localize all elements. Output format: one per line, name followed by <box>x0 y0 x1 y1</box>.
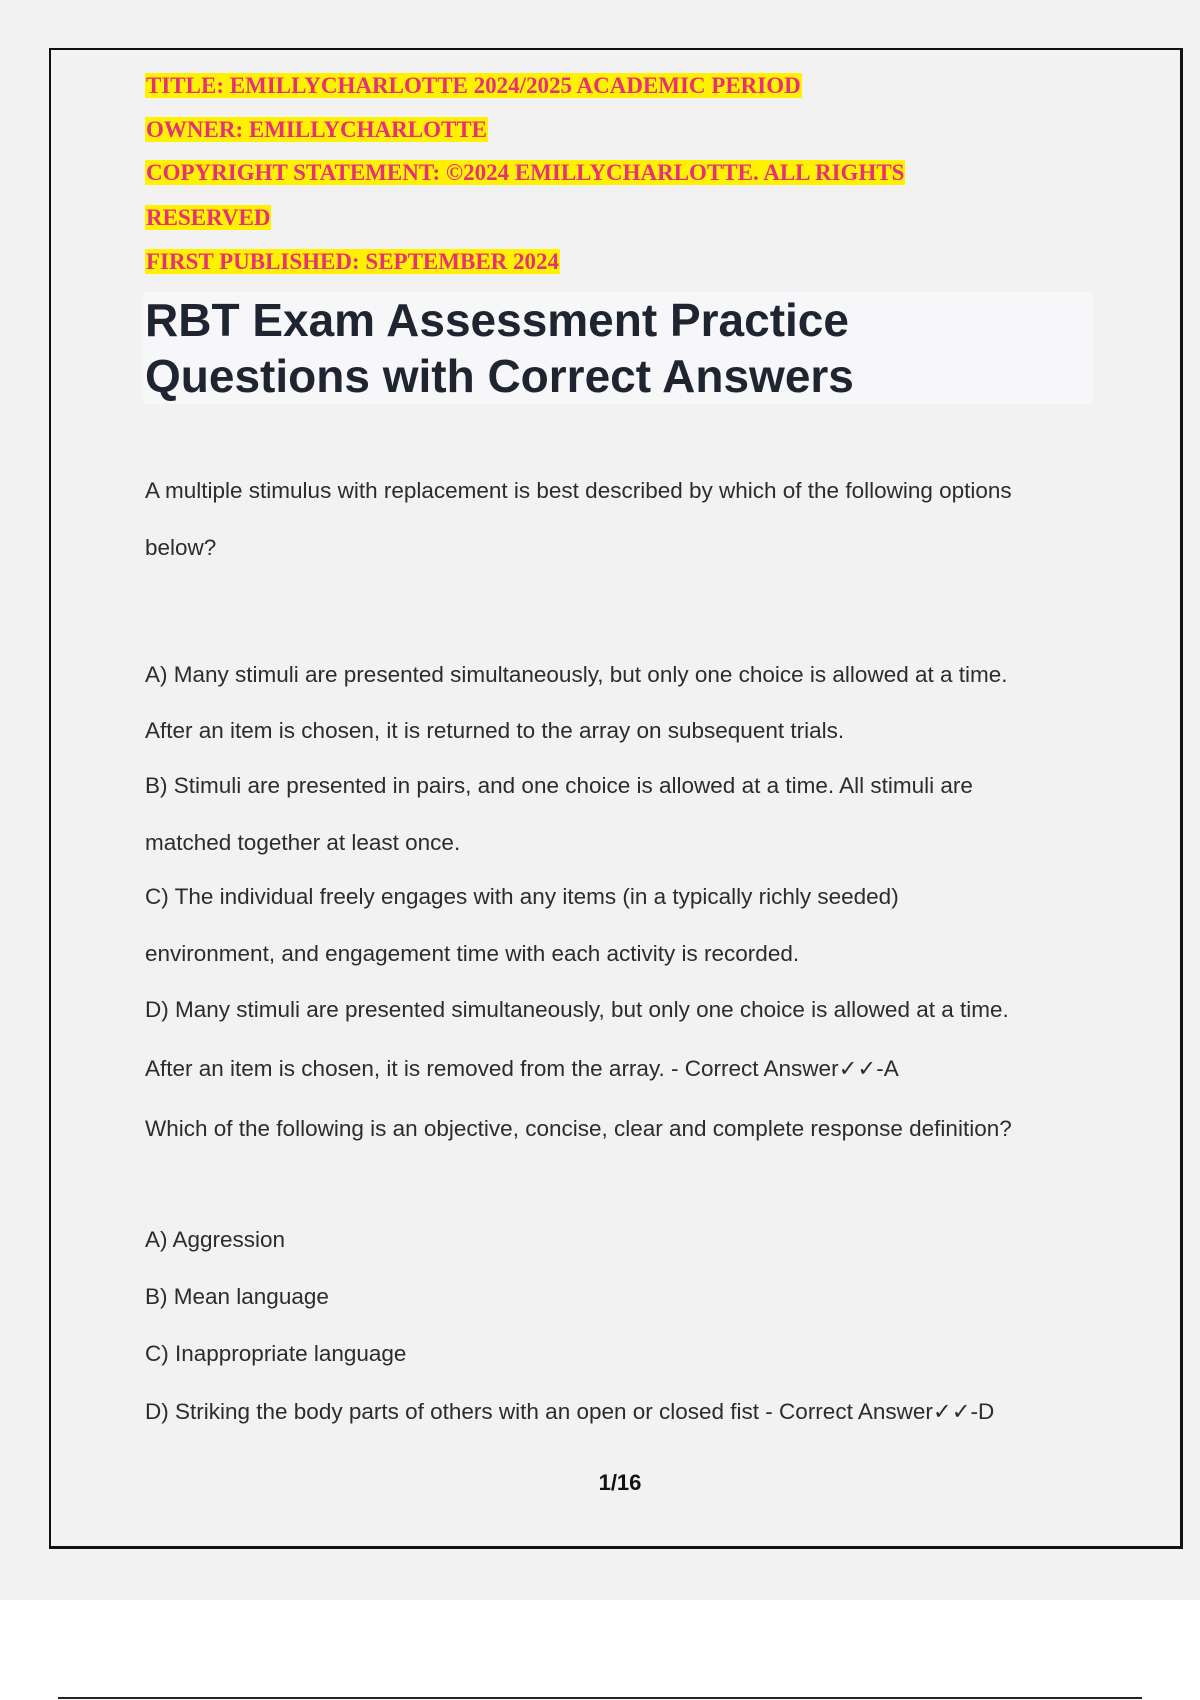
q1-option-b-line-1: B) Stimuli are presented in pairs, and one choice is allowed at a time. All stimuli are <box>145 773 973 798</box>
q1-option-d-line-1: D) Many stimuli are presented simultaneously, but only one choice is allowed at a time. <box>145 997 1009 1022</box>
q1-option-d-line-2: After an item is chosen, it is removed from the array. - Correct Answer✓✓-A <box>145 1056 899 1081</box>
q2-option-d: D) Striking the body parts of others with an open or closed fist - Correct Answer✓✓-D <box>145 1399 995 1424</box>
meta-owner: OWNER: EMILLYCHARLOTTE <box>146 117 488 142</box>
meta-title: TITLE: EMILLYCHARLOTTE 2024/2025 ACADEMIC PERIOD <box>146 73 801 98</box>
q2-stem: Which of the following is an objective, concise, clear and complete response definition? <box>145 1116 1012 1141</box>
q1-option-a-line-1: A) Many stimuli are presented simultaneously, but only one choice is allowed at a time. <box>145 662 1008 687</box>
document-title-line-2: Questions with Correct Answers <box>145 350 854 402</box>
document-title-line-1: RBT Exam Assessment Practice <box>145 294 849 346</box>
page-number: 1/16 <box>598 1470 642 1495</box>
q1-option-c-line-1: C) The individual freely engages with any items (in a typically richly seeded) <box>145 884 899 909</box>
q1-option-b-line-2: matched together at least once. <box>145 830 461 855</box>
q1-option-c-line-2: environment, and engagement time with each activity is recorded. <box>145 941 800 966</box>
meta-published: FIRST PUBLISHED: SEPTEMBER 2024 <box>146 249 560 274</box>
meta-copyright-cont: RESERVED <box>146 205 271 230</box>
q2-option-a: A) Aggression <box>145 1227 286 1252</box>
meta-copyright: COPYRIGHT STATEMENT: ©2024 EMILLYCHARLOTTE. ALL RIGHTS <box>146 160 905 185</box>
q1-stem-line-2: below? <box>145 535 217 560</box>
q2-option-c: C) Inappropriate language <box>145 1341 407 1366</box>
q2-option-b: B) Mean language <box>145 1284 329 1309</box>
bottom-rule <box>58 1697 1142 1699</box>
q1-stem-line-1: A multiple stimulus with replacement is best described by which of the following options <box>145 478 1012 503</box>
q1-option-a-line-2: After an item is chosen, it is returned to the array on subsequent trials. <box>145 718 845 743</box>
